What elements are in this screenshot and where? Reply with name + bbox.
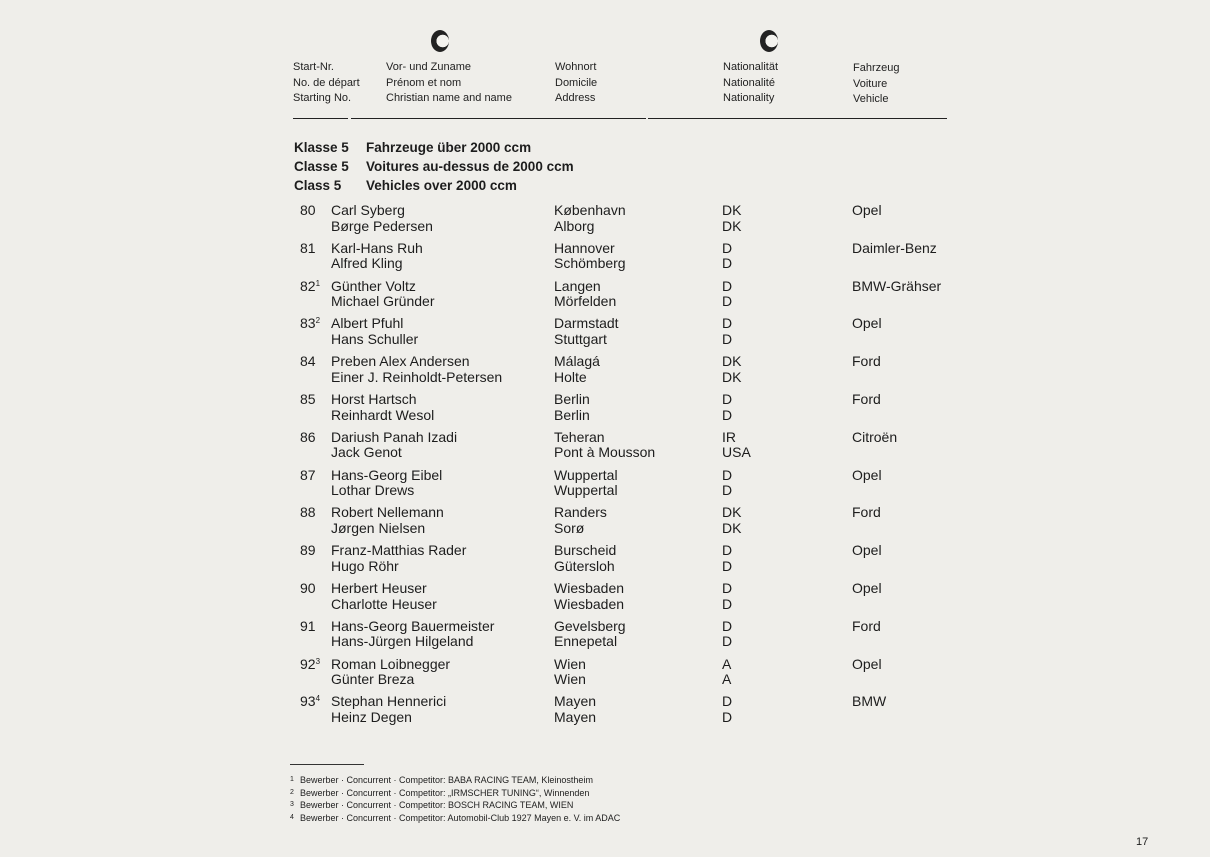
nationality-column	[722, 241, 732, 272]
nationality-column	[722, 392, 732, 423]
footnote-mark: 3	[290, 801, 294, 808]
vehicle: Daimler-Benz	[852, 239, 937, 256]
header-rule-1	[293, 118, 348, 119]
footnote-rule	[290, 764, 364, 765]
domicile: Gevelsberg	[554, 617, 626, 634]
domicile: Randers	[554, 504, 607, 521]
driver-name-column	[331, 694, 446, 725]
header-fahrzeug	[853, 61, 899, 108]
nationality: D	[722, 595, 733, 612]
header-nationalitaet	[723, 60, 778, 107]
nationality: D	[722, 557, 733, 574]
header-rule-2	[351, 118, 646, 119]
header-wohnort-de: Wohnort	[555, 61, 597, 73]
start-number-value: 85	[300, 390, 316, 407]
header-start-nr-fr: No. de départ	[293, 76, 360, 89]
domicile: Mayen	[554, 693, 597, 710]
start-number	[300, 581, 316, 597]
vehicle: Opel	[852, 655, 882, 672]
nationality: DK	[722, 368, 742, 385]
nationality: D	[722, 542, 733, 559]
domicile: Alborg	[554, 217, 595, 234]
start-number-value: 87	[300, 466, 316, 483]
domicile: Gütersloh	[554, 557, 615, 574]
driver-name: Dariush Panah Izadi	[331, 428, 458, 445]
start-number-value: 93	[300, 693, 316, 710]
footnote-marker: 3	[315, 656, 321, 666]
domicile: Darmstadt	[554, 315, 619, 332]
nationality-column	[722, 316, 732, 347]
entry-row	[0, 694, 1210, 732]
nationality: D	[722, 633, 733, 650]
driver-name: Roman Loibnegger	[331, 655, 451, 672]
nationality: D	[722, 466, 733, 483]
class-description: Fahrzeuge über 2000 ccm	[366, 140, 532, 155]
start-number-value: 88	[300, 504, 316, 521]
domicile: Mörfelden	[554, 293, 617, 310]
nationality-column	[722, 430, 751, 461]
start-number	[300, 505, 316, 521]
domicile: Mayen	[554, 708, 597, 725]
header-fahrzeug-en: Vehicle	[853, 93, 889, 105]
entry-row	[0, 581, 1210, 619]
driver-name: Albert Pfuhl	[331, 315, 404, 332]
footnote-marker: 4	[315, 694, 321, 704]
nationality: A	[722, 671, 732, 688]
start-number	[300, 657, 320, 673]
driver-name: Hans-Georg Bauermeister	[331, 617, 495, 634]
nationality-column	[722, 581, 732, 612]
nationality: D	[722, 390, 733, 407]
driver-name-column	[331, 619, 494, 650]
header-wohnort-fr: Domicile	[555, 76, 598, 89]
entry-row	[0, 241, 1210, 279]
vehicle: BMW-Grähser	[852, 277, 942, 294]
start-number-value: 82	[300, 277, 316, 294]
start-number	[300, 241, 316, 257]
nationality: D	[722, 255, 733, 272]
driver-name: Jørgen Nielsen	[331, 519, 426, 536]
driver-name-column	[331, 581, 437, 612]
footnote-mark: 1	[290, 776, 294, 783]
nationality: D	[722, 708, 733, 725]
page-number: 17	[1136, 836, 1149, 848]
entry-row	[0, 543, 1210, 581]
driver-name: Alfred Kling	[331, 255, 403, 272]
header-wohnort	[555, 60, 597, 107]
start-number	[300, 354, 316, 370]
nationality: IR	[722, 428, 736, 445]
domicile-column	[554, 392, 590, 423]
header-nat-fr: Nationalité	[723, 76, 775, 89]
nationality-column	[722, 203, 741, 234]
class-label: Classe 5	[294, 159, 349, 174]
domicile: Wien	[554, 671, 586, 688]
nationality: D	[722, 330, 733, 347]
driver-name: Hugo Röhr	[331, 557, 399, 574]
entry-row	[0, 316, 1210, 354]
start-number-value: 80	[300, 202, 316, 218]
driver-name: Günther Voltz	[331, 277, 416, 294]
driver-name-column	[331, 203, 433, 234]
nationality: D	[722, 315, 733, 332]
nationality-column	[722, 694, 732, 725]
class-description: Voitures au-dessus de 2000 ccm	[366, 159, 574, 174]
class-heading-en	[294, 176, 574, 195]
footnote-text: Bewerber · Concurrent · Competitor: BOSCH RACING TEAM, WIEN	[300, 800, 574, 810]
start-number	[300, 694, 320, 710]
vehicle: Ford	[852, 617, 881, 634]
driver-name: Hans-Georg Eibel	[331, 466, 443, 483]
entry-row	[0, 505, 1210, 543]
domicile: Pont à Mousson	[554, 444, 656, 461]
entry-row	[0, 468, 1210, 506]
footnote-marker: 1	[315, 278, 321, 288]
header-start-nr	[293, 60, 360, 107]
vehicle: Citroën	[852, 428, 898, 445]
nationality-column	[722, 657, 731, 688]
nationality: D	[722, 239, 733, 256]
driver-name-column	[331, 468, 442, 499]
nationality: USA	[722, 444, 751, 461]
domicile-column	[554, 203, 626, 234]
domicile-column	[554, 505, 607, 536]
start-number	[300, 203, 316, 219]
driver-name: Reinhardt Wesol	[331, 406, 435, 423]
driver-name-column	[331, 392, 434, 423]
domicile-column	[554, 619, 626, 650]
driver-name: Robert Nellemann	[331, 504, 444, 521]
driver-name-column	[331, 316, 418, 347]
header-nat-en: Nationality	[723, 92, 775, 104]
domicile-column	[554, 657, 586, 688]
start-number-value: 92	[300, 655, 316, 672]
domicile: Teheran	[554, 428, 605, 445]
domicile-column	[554, 543, 616, 574]
class-description: Vehicles over 2000 ccm	[366, 178, 517, 193]
domicile: Wiesbaden	[554, 595, 625, 612]
domicile: Holte	[554, 368, 587, 385]
start-number	[300, 392, 316, 408]
footnote-text: Bewerber · Concurrent · Competitor: Automobil-Club 1927 Mayen e. V. im ADAC	[300, 812, 621, 823]
domicile-column	[554, 241, 626, 272]
driver-name: Lothar Drews	[331, 482, 415, 499]
start-number-value: 83	[300, 315, 316, 332]
entry-list	[0, 203, 1210, 732]
header-nat-de: Nationalität	[723, 61, 779, 73]
domicile: Wien	[554, 655, 586, 672]
domicile: Wuppertal	[554, 482, 618, 499]
start-number-value: 90	[300, 579, 316, 596]
driver-name-column	[331, 279, 435, 310]
footnote	[290, 812, 620, 825]
header-start-nr-de: Start-Nr.	[293, 61, 334, 73]
domicile: Burscheid	[554, 542, 617, 559]
driver-name: Heinz Degen	[331, 708, 412, 725]
footnote	[290, 799, 620, 812]
domicile: Wuppertal	[554, 466, 618, 483]
header-name-de: Vor- und Zuname	[386, 61, 471, 73]
entry-row	[0, 354, 1210, 392]
vehicle: Opel	[852, 315, 882, 332]
vehicle: Opel	[852, 466, 882, 483]
driver-name: Preben Alex Andersen	[331, 353, 470, 370]
header-rule-3	[648, 118, 947, 119]
driver-name: Børge Pedersen	[331, 217, 433, 234]
start-number	[300, 468, 316, 484]
domicile-column	[554, 581, 624, 612]
nationality: D	[722, 277, 733, 294]
vehicle: Ford	[852, 353, 881, 370]
header-name-en: Christian name and name	[386, 92, 512, 104]
domicile-column	[554, 694, 596, 725]
start-number	[300, 619, 316, 635]
punch-hole-left	[431, 30, 449, 52]
footnote-text: Bewerber · Concurrent · Competitor: BABA RACING TEAM, Kleinostheim	[300, 775, 593, 785]
nationality: D	[722, 693, 733, 710]
nationality: A	[722, 655, 732, 672]
driver-name-column	[331, 543, 466, 574]
domicile: Berlin	[554, 390, 590, 407]
header-fahrzeug-de: Fahrzeug	[853, 62, 900, 74]
header-start-nr-en: Starting No.	[293, 92, 352, 104]
nationality-column	[722, 619, 732, 650]
driver-name: Einer J. Reinholdt-Petersen	[331, 368, 503, 385]
vehicle: Opel	[852, 579, 882, 596]
driver-name: Jack Genot	[331, 444, 402, 461]
domicile-column	[554, 354, 600, 385]
entry-row	[0, 430, 1210, 468]
start-number	[300, 316, 320, 332]
entry-row	[0, 657, 1210, 695]
punch-hole-right	[760, 30, 778, 52]
footnote-text: Bewerber · Concurrent · Competitor: „IRMSCHER TUNING“, Winnenden	[300, 787, 590, 798]
start-number-value: 86	[300, 428, 316, 445]
nationality: DK	[722, 202, 742, 218]
nationality: D	[722, 482, 733, 499]
nationality-column	[722, 505, 741, 536]
vehicle: Opel	[852, 202, 882, 218]
driver-name: Horst Hartsch	[331, 390, 417, 407]
driver-name-column	[331, 657, 450, 688]
domicile: Hannover	[554, 239, 615, 256]
class-heading-fr	[294, 157, 574, 176]
start-number	[300, 279, 320, 295]
driver-name: Hans-Jürgen Hilgeland	[331, 633, 474, 650]
vehicle: Ford	[852, 504, 881, 521]
driver-name-column	[331, 354, 502, 385]
domicile-column	[554, 430, 655, 461]
start-number-value: 84	[300, 353, 316, 370]
class-heading-de	[294, 138, 574, 157]
nationality: D	[722, 293, 733, 310]
driver-name: Charlotte Heuser	[331, 595, 437, 612]
start-number-value: 91	[300, 617, 316, 634]
domicile: Stuttgart	[554, 330, 607, 347]
driver-name-column	[331, 241, 423, 272]
driver-name: Günter Breza	[331, 671, 415, 688]
nationality: DK	[722, 519, 742, 536]
footnote-mark: 4	[290, 813, 294, 821]
entry-row	[0, 279, 1210, 317]
driver-name-column	[331, 430, 457, 461]
driver-name: Michael Gründer	[331, 293, 435, 310]
nationality: DK	[722, 504, 742, 521]
domicile-column	[554, 316, 619, 347]
domicile: Langen	[554, 277, 601, 294]
domicile: Ennepetal	[554, 633, 618, 650]
nationality-column	[722, 279, 732, 310]
nationality-column	[722, 543, 732, 574]
nationality: DK	[722, 353, 742, 370]
nationality: D	[722, 406, 733, 423]
footnote	[290, 787, 620, 800]
entry-row	[0, 203, 1210, 241]
nationality: D	[722, 579, 733, 596]
driver-name: Karl-Hans Ruh	[331, 239, 423, 256]
driver-name: Herbert Heuser	[331, 579, 427, 596]
header-name	[386, 60, 512, 107]
domicile: Málagá	[554, 353, 600, 370]
domicile-column	[554, 468, 618, 499]
start-number	[300, 430, 316, 446]
domicile-column	[554, 279, 616, 310]
nationality-column	[722, 468, 732, 499]
class-label: Klasse 5	[294, 140, 349, 155]
nationality: DK	[722, 217, 742, 234]
domicile: Berlin	[554, 406, 590, 423]
domicile: Sorø	[554, 519, 585, 536]
class-heading	[294, 138, 574, 195]
footnote-mark: 2	[290, 788, 294, 796]
class-label: Class 5	[294, 178, 342, 193]
header-fahrzeug-fr: Voiture	[853, 77, 888, 90]
domicile: København	[554, 202, 626, 218]
header-name-fr: Prénom et nom	[386, 76, 462, 89]
driver-name: Stephan Hennerici	[331, 693, 447, 710]
vehicle: BMW	[852, 693, 887, 710]
nationality: D	[722, 617, 733, 634]
domicile: Schömberg	[554, 255, 626, 272]
header-wohnort-en: Address	[555, 92, 596, 104]
nationality-column	[722, 354, 741, 385]
footnote-marker: 2	[315, 316, 321, 326]
driver-name: Franz-Matthias Rader	[331, 542, 467, 559]
vehicle: Opel	[852, 542, 882, 559]
entry-row	[0, 619, 1210, 657]
start-number-value: 89	[300, 542, 316, 559]
entry-row	[0, 392, 1210, 430]
footnote	[290, 774, 620, 787]
vehicle: Ford	[852, 390, 881, 407]
driver-name: Hans Schuller	[331, 330, 419, 347]
domicile: Wiesbaden	[554, 579, 625, 596]
driver-name: Carl Syberg	[331, 202, 405, 218]
footnotes	[290, 774, 620, 824]
start-number-value: 81	[300, 239, 316, 256]
driver-name-column	[331, 505, 444, 536]
start-number	[300, 543, 316, 559]
